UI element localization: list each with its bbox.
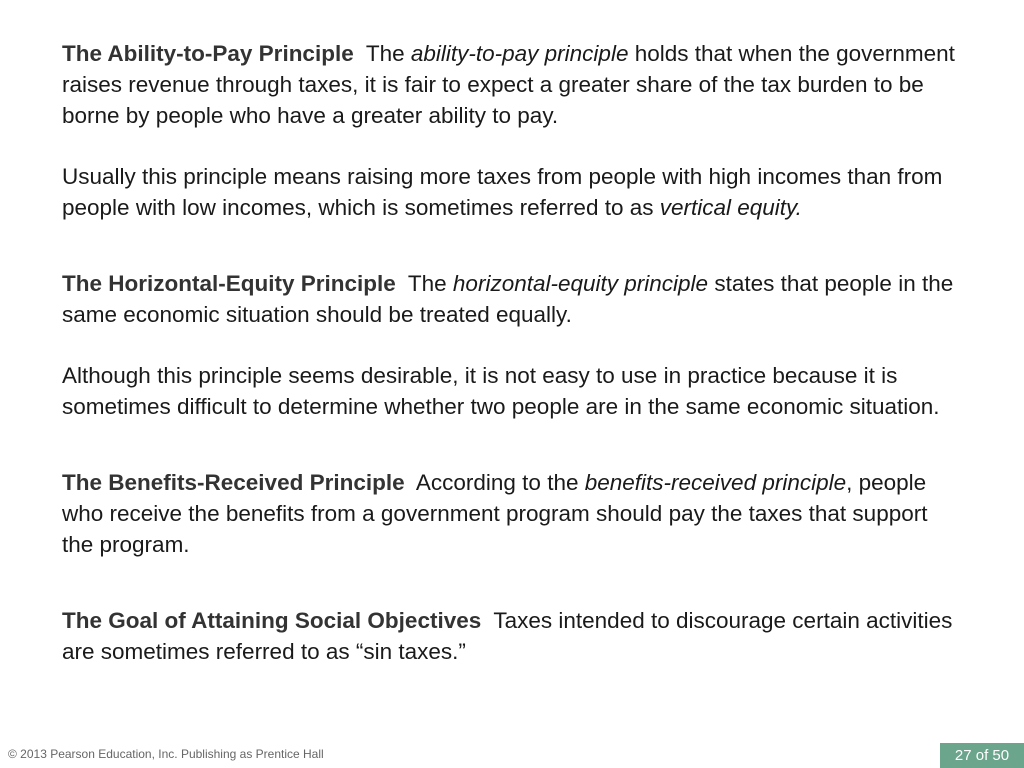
social-objectives-heading: The Goal of Attaining Social Objectives xyxy=(62,608,482,633)
horizontal-equity-term: horizontal-equity principle xyxy=(452,271,709,296)
benefits-received-paragraph xyxy=(62,467,962,560)
horizontal-equity-followup: Although this principle seems desirable, it is not easy to use in practice because it is sometimes difficult to determine whether two people are in the same economic situation. xyxy=(62,363,940,419)
vertical-equity-term: vertical equity. xyxy=(659,195,802,220)
benefits-received-heading: The Benefits-Received Principle xyxy=(62,470,405,495)
vertical-equity-text: Usually this principle means raising more taxes from people with high incomes than from people with low incomes, which is sometimes referred to as xyxy=(62,164,943,220)
copyright-notice: © 2013 Pearson Education, Inc. Publishing as Prentice Hall xyxy=(8,747,324,761)
social-objectives-text: Taxes intended to discourage certain activities are sometimes referred to as “sin taxes.” xyxy=(62,608,953,664)
horizontal-equity-paragraph xyxy=(62,268,962,330)
horizontal-equity-post: states that people in the same economic situation should be treated equally. xyxy=(62,271,954,327)
vertical-equity-paragraph xyxy=(62,161,962,223)
benefits-received-post: , people who receive the benefits from a government program should pay the taxes that support the program. xyxy=(62,470,928,557)
ability-to-pay-heading: The Ability-to-Pay Principle xyxy=(62,41,354,66)
page-number-badge xyxy=(940,743,1024,768)
page-current: 27 xyxy=(954,747,972,764)
ability-to-pay-post: holds that when the government raises revenue through taxes, it is fair to expect a greater share of the tax burden to be borne by people who have a greater ability to pay. xyxy=(62,41,955,128)
ability-to-pay-paragraph xyxy=(62,38,962,131)
horizontal-equity-heading: The Horizontal-Equity Principle xyxy=(62,271,396,296)
benefits-received-pre: According to the xyxy=(415,470,585,495)
page-of: of xyxy=(975,747,989,764)
page-total: 50 xyxy=(992,747,1010,764)
horizontal-equity-pre: The xyxy=(407,271,453,296)
slide-content xyxy=(62,38,962,667)
benefits-received-term: benefits-received principle xyxy=(584,470,847,495)
ability-to-pay-pre: The xyxy=(365,41,411,66)
ability-to-pay-term: ability-to-pay principle xyxy=(410,41,629,66)
social-objectives-paragraph xyxy=(62,605,962,667)
